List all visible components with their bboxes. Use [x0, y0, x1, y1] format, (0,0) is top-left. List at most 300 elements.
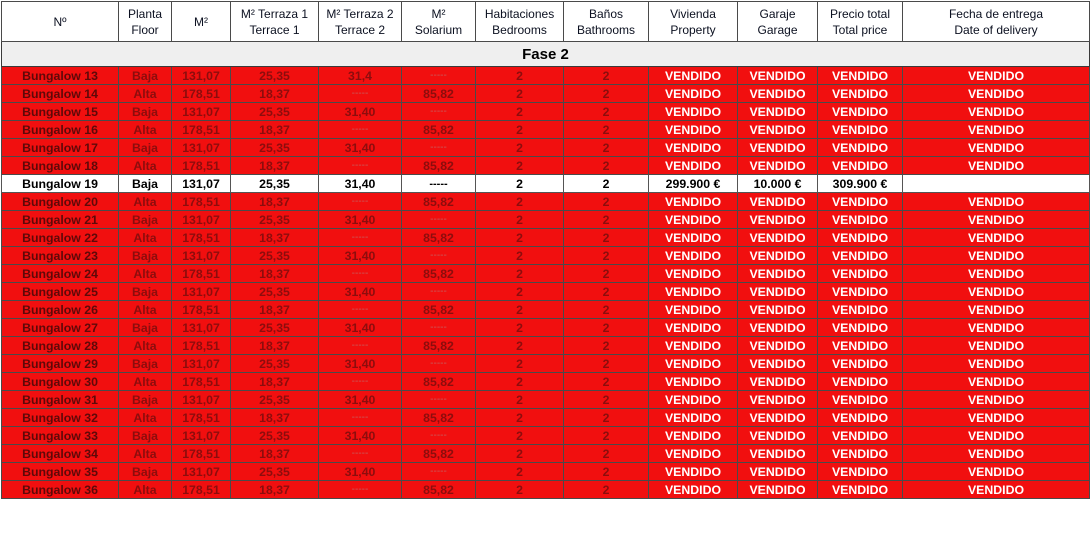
terrace-2-cell: -----: [319, 229, 402, 247]
terrace-1-cell: 25,35: [231, 319, 319, 337]
bathrooms-cell: 2: [564, 409, 649, 427]
bedrooms-cell: 2: [476, 67, 564, 85]
total-price-cell: VENDIDO: [818, 67, 903, 85]
garage-price-cell: VENDIDO: [738, 193, 818, 211]
header-row: [2, 2, 1090, 42]
solarium-cell: -----: [402, 139, 476, 157]
column-header-label: Baños: [588, 6, 624, 21]
terrace-1-cell: 18,37: [231, 337, 319, 355]
total-price-cell: VENDIDO: [818, 193, 903, 211]
table-row: [2, 283, 1090, 301]
column-header-label: Vivienda: [670, 6, 716, 21]
bedrooms-cell: 2: [476, 265, 564, 283]
garage-price-cell: VENDIDO: [738, 481, 818, 499]
terrace-2-cell: -----: [319, 337, 402, 355]
delivery-date-cell: VENDIDO: [903, 481, 1090, 499]
delivery-date-cell: VENDIDO: [903, 283, 1090, 301]
terrace-2-cell: 31,40: [319, 247, 402, 265]
unit-name: Bungalow 34: [2, 445, 119, 463]
property-price-cell: VENDIDO: [649, 247, 738, 265]
column-header-sublabel: Total price: [832, 22, 888, 37]
area-cell: 131,07: [172, 103, 231, 121]
bathrooms-cell: 2: [564, 67, 649, 85]
solarium-cell: -----: [402, 175, 476, 193]
garage-price-cell: VENDIDO: [738, 103, 818, 121]
solarium-cell: 85,82: [402, 373, 476, 391]
unit-name: Bungalow 25: [2, 283, 119, 301]
property-price-cell: VENDIDO: [649, 193, 738, 211]
column-header-label: M²: [194, 14, 208, 29]
table-row: [2, 319, 1090, 337]
delivery-date-cell: VENDIDO: [903, 373, 1090, 391]
column-header-sublabel: Terrace 2: [334, 22, 386, 37]
table-row: [2, 121, 1090, 139]
area-cell: 178,51: [172, 265, 231, 283]
column-header-label: Precio total: [829, 6, 891, 21]
garage-price-cell: VENDIDO: [738, 85, 818, 103]
unit-name: Bungalow 19: [2, 175, 119, 193]
garage-price-cell: VENDIDO: [738, 427, 818, 445]
terrace-1-cell: 25,35: [231, 391, 319, 409]
terrace-2-cell: 31,40: [319, 319, 402, 337]
delivery-date-cell: VENDIDO: [903, 229, 1090, 247]
garage-price-cell: VENDIDO: [738, 319, 818, 337]
table-row: [2, 247, 1090, 265]
unit-name: Bungalow 35: [2, 463, 119, 481]
delivery-date-cell: VENDIDO: [903, 463, 1090, 481]
area-cell: 178,51: [172, 229, 231, 247]
floor-cell: Alta: [119, 301, 172, 319]
bathrooms-cell: 2: [564, 283, 649, 301]
garage-price-cell: VENDIDO: [738, 373, 818, 391]
property-price-cell: VENDIDO: [649, 373, 738, 391]
garage-price-cell: VENDIDO: [738, 445, 818, 463]
area-cell: 178,51: [172, 121, 231, 139]
column-header-label: Fecha de entrega: [948, 6, 1044, 21]
terrace-1-cell: 25,35: [231, 463, 319, 481]
garage-price-cell: VENDIDO: [738, 139, 818, 157]
total-price-cell: VENDIDO: [818, 427, 903, 445]
terrace-1-cell: 18,37: [231, 409, 319, 427]
column-header-sublabel: Solarium: [414, 22, 463, 37]
floor-cell: Alta: [119, 85, 172, 103]
terrace-2-cell: 31,40: [319, 103, 402, 121]
terrace-2-cell: -----: [319, 373, 402, 391]
property-price-cell: VENDIDO: [649, 229, 738, 247]
table-row: [2, 355, 1090, 373]
solarium-cell: 85,82: [402, 157, 476, 175]
column-header-label: Nº: [53, 14, 67, 29]
floor-cell: Alta: [119, 121, 172, 139]
bedrooms-cell: 2: [476, 319, 564, 337]
column-header-bedrooms: [476, 2, 564, 42]
terrace-1-cell: 25,35: [231, 139, 319, 157]
terrace-1-cell: 18,37: [231, 301, 319, 319]
table-row: [2, 463, 1090, 481]
terrace-1-cell: 18,37: [231, 373, 319, 391]
property-price-cell: VENDIDO: [649, 355, 738, 373]
bathrooms-cell: 2: [564, 463, 649, 481]
garage-price-cell: VENDIDO: [738, 301, 818, 319]
column-header-sublabel: Terrace 1: [249, 22, 300, 37]
solarium-cell: -----: [402, 355, 476, 373]
table-row: [2, 409, 1090, 427]
bedrooms-cell: 2: [476, 463, 564, 481]
unit-name: Bungalow 26: [2, 301, 119, 319]
area-cell: 178,51: [172, 373, 231, 391]
table-row: [2, 391, 1090, 409]
solarium-cell: -----: [402, 283, 476, 301]
delivery-date-cell: VENDIDO: [903, 337, 1090, 355]
unit-name: Bungalow 33: [2, 427, 119, 445]
floor-cell: Alta: [119, 265, 172, 283]
terrace-1-cell: 25,35: [231, 67, 319, 85]
bedrooms-cell: 2: [476, 193, 564, 211]
solarium-cell: 85,82: [402, 301, 476, 319]
property-price-cell: VENDIDO: [649, 445, 738, 463]
property-price-cell: VENDIDO: [649, 67, 738, 85]
unit-name: Bungalow 16: [2, 121, 119, 139]
terrace-1-cell: 25,35: [231, 247, 319, 265]
solarium-cell: -----: [402, 427, 476, 445]
bathrooms-cell: 2: [564, 139, 649, 157]
floor-cell: Baja: [119, 103, 172, 121]
garage-price-cell: VENDIDO: [738, 229, 818, 247]
total-price-cell: VENDIDO: [818, 103, 903, 121]
unit-name: Bungalow 31: [2, 391, 119, 409]
terrace-1-cell: 18,37: [231, 157, 319, 175]
column-header-sublabel: Garage: [757, 22, 798, 37]
terrace-2-cell: 31,40: [319, 283, 402, 301]
floor-cell: Baja: [119, 67, 172, 85]
floor-cell: Alta: [119, 157, 172, 175]
total-price-cell: VENDIDO: [818, 373, 903, 391]
terrace-1-cell: 25,35: [231, 175, 319, 193]
table-row: [2, 85, 1090, 103]
total-price-cell: VENDIDO: [818, 157, 903, 175]
column-header-label: Habitaciones: [484, 6, 555, 21]
garage-price-cell: VENDIDO: [738, 283, 818, 301]
availability-table: [1, 1, 1090, 499]
property-price-cell: VENDIDO: [649, 265, 738, 283]
terrace-1-cell: 18,37: [231, 121, 319, 139]
unit-name: Bungalow 20: [2, 193, 119, 211]
total-price-cell: 309.900 €: [818, 175, 903, 193]
column-header-label: Garaje: [759, 6, 796, 21]
bedrooms-cell: 2: [476, 301, 564, 319]
delivery-date-cell: VENDIDO: [903, 103, 1090, 121]
solarium-cell: 85,82: [402, 229, 476, 247]
garage-price-cell: VENDIDO: [738, 463, 818, 481]
unit-name: Bungalow 13: [2, 67, 119, 85]
solarium-cell: 85,82: [402, 265, 476, 283]
floor-cell: Baja: [119, 211, 172, 229]
solarium-cell: -----: [402, 103, 476, 121]
floor-cell: Alta: [119, 481, 172, 499]
solarium-cell: 85,82: [402, 481, 476, 499]
solarium-cell: -----: [402, 247, 476, 265]
delivery-date-cell: VENDIDO: [903, 445, 1090, 463]
total-price-cell: VENDIDO: [818, 355, 903, 373]
unit-name: Bungalow 32: [2, 409, 119, 427]
bathrooms-cell: 2: [564, 319, 649, 337]
bedrooms-cell: 2: [476, 121, 564, 139]
area-cell: 178,51: [172, 445, 231, 463]
column-header-sublabel: Property: [670, 22, 716, 37]
column-header-terrace-1: [231, 2, 319, 42]
column-header-sublabel: Bathrooms: [576, 22, 636, 37]
garage-price-cell: 10.000 €: [738, 175, 818, 193]
area-cell: 178,51: [172, 481, 231, 499]
area-cell: 131,07: [172, 319, 231, 337]
table-row: [2, 103, 1090, 121]
terrace-2-cell: 31,4: [319, 67, 402, 85]
terrace-2-cell: 31,40: [319, 139, 402, 157]
terrace-2-cell: 31,40: [319, 211, 402, 229]
unit-name: Bungalow 30: [2, 373, 119, 391]
bedrooms-cell: 2: [476, 409, 564, 427]
table-row: [2, 211, 1090, 229]
phase-row: [2, 42, 1090, 67]
garage-price-cell: VENDIDO: [738, 211, 818, 229]
total-price-cell: VENDIDO: [818, 481, 903, 499]
property-price-cell: VENDIDO: [649, 463, 738, 481]
garage-price-cell: VENDIDO: [738, 391, 818, 409]
unit-name: Bungalow 21: [2, 211, 119, 229]
property-price-cell: VENDIDO: [649, 121, 738, 139]
bedrooms-cell: 2: [476, 175, 564, 193]
property-price-cell: VENDIDO: [649, 409, 738, 427]
solarium-cell: 85,82: [402, 85, 476, 103]
table-row: [2, 301, 1090, 319]
column-header-total-price: [818, 2, 903, 42]
column-header-bathrooms: [564, 2, 649, 42]
bedrooms-cell: 2: [476, 355, 564, 373]
floor-cell: Alta: [119, 229, 172, 247]
terrace-1-cell: 25,35: [231, 103, 319, 121]
total-price-cell: VENDIDO: [818, 463, 903, 481]
terrace-1-cell: 25,35: [231, 355, 319, 373]
unit-name: Bungalow 23: [2, 247, 119, 265]
property-price-cell: VENDIDO: [649, 283, 738, 301]
total-price-cell: VENDIDO: [818, 265, 903, 283]
column-header-property-price: [649, 2, 738, 42]
total-price-cell: VENDIDO: [818, 247, 903, 265]
garage-price-cell: VENDIDO: [738, 409, 818, 427]
column-header-sublabel: Bedrooms: [492, 22, 547, 37]
floor-cell: Alta: [119, 337, 172, 355]
solarium-cell: 85,82: [402, 445, 476, 463]
column-header-terrace-2: [319, 2, 402, 42]
bedrooms-cell: 2: [476, 283, 564, 301]
table-row: [2, 175, 1090, 193]
floor-cell: Alta: [119, 409, 172, 427]
delivery-date-cell: VENDIDO: [903, 427, 1090, 445]
terrace-2-cell: -----: [319, 481, 402, 499]
column-header-solarium: [402, 2, 476, 42]
solarium-cell: 85,82: [402, 409, 476, 427]
unit-name: Bungalow 27: [2, 319, 119, 337]
delivery-date-cell: VENDIDO: [903, 409, 1090, 427]
solarium-cell: 85,82: [402, 121, 476, 139]
bathrooms-cell: 2: [564, 229, 649, 247]
terrace-2-cell: -----: [319, 193, 402, 211]
terrace-2-cell: -----: [319, 265, 402, 283]
bedrooms-cell: 2: [476, 481, 564, 499]
terrace-2-cell: -----: [319, 157, 402, 175]
total-price-cell: VENDIDO: [818, 139, 903, 157]
terrace-2-cell: 31,40: [319, 391, 402, 409]
bedrooms-cell: 2: [476, 229, 564, 247]
terrace-2-cell: -----: [319, 121, 402, 139]
terrace-2-cell: 31,40: [319, 175, 402, 193]
bathrooms-cell: 2: [564, 481, 649, 499]
delivery-date-cell: VENDIDO: [903, 391, 1090, 409]
solarium-cell: 85,82: [402, 337, 476, 355]
floor-cell: Baja: [119, 463, 172, 481]
solarium-cell: 85,82: [402, 193, 476, 211]
area-cell: 178,51: [172, 337, 231, 355]
terrace-2-cell: -----: [319, 445, 402, 463]
table-row: [2, 373, 1090, 391]
table-row: [2, 157, 1090, 175]
delivery-date-cell: VENDIDO: [903, 301, 1090, 319]
bathrooms-cell: 2: [564, 391, 649, 409]
terrace-1-cell: 25,35: [231, 427, 319, 445]
bathrooms-cell: 2: [564, 211, 649, 229]
table-row: [2, 229, 1090, 247]
bedrooms-cell: 2: [476, 139, 564, 157]
garage-price-cell: VENDIDO: [738, 157, 818, 175]
total-price-cell: VENDIDO: [818, 121, 903, 139]
delivery-date-cell: VENDIDO: [903, 247, 1090, 265]
delivery-date-cell: VENDIDO: [903, 319, 1090, 337]
area-cell: 131,07: [172, 391, 231, 409]
column-header-label: M² Terraza 2: [326, 6, 394, 21]
bedrooms-cell: 2: [476, 211, 564, 229]
column-header-garage-price: [738, 2, 818, 42]
bedrooms-cell: 2: [476, 247, 564, 265]
table-row: [2, 139, 1090, 157]
bathrooms-cell: 2: [564, 355, 649, 373]
area-cell: 131,07: [172, 67, 231, 85]
table-row: [2, 427, 1090, 445]
property-price-cell: VENDIDO: [649, 103, 738, 121]
bathrooms-cell: 2: [564, 121, 649, 139]
bathrooms-cell: 2: [564, 85, 649, 103]
property-price-cell: VENDIDO: [649, 85, 738, 103]
unit-name: Bungalow 14: [2, 85, 119, 103]
area-cell: 131,07: [172, 139, 231, 157]
property-price-cell: VENDIDO: [649, 319, 738, 337]
property-price-cell: VENDIDO: [649, 427, 738, 445]
floor-cell: Baja: [119, 175, 172, 193]
area-cell: 178,51: [172, 157, 231, 175]
property-price-cell: VENDIDO: [649, 337, 738, 355]
terrace-2-cell: -----: [319, 301, 402, 319]
table-row: [2, 265, 1090, 283]
column-header-sublabel: Floor: [131, 22, 159, 37]
garage-price-cell: VENDIDO: [738, 67, 818, 85]
bedrooms-cell: 2: [476, 157, 564, 175]
unit-name: Bungalow 36: [2, 481, 119, 499]
unit-name: Bungalow 17: [2, 139, 119, 157]
total-price-cell: VENDIDO: [818, 283, 903, 301]
table-row: [2, 67, 1090, 85]
delivery-date-cell: VENDIDO: [903, 211, 1090, 229]
floor-cell: Baja: [119, 247, 172, 265]
unit-name: Bungalow 18: [2, 157, 119, 175]
unit-name: Bungalow 15: [2, 103, 119, 121]
terrace-1-cell: 25,35: [231, 283, 319, 301]
delivery-date-cell: VENDIDO: [903, 355, 1090, 373]
floor-cell: Baja: [119, 427, 172, 445]
area-cell: 131,07: [172, 283, 231, 301]
total-price-cell: VENDIDO: [818, 445, 903, 463]
bathrooms-cell: 2: [564, 103, 649, 121]
column-header-number: [2, 2, 119, 42]
terrace-1-cell: 18,37: [231, 85, 319, 103]
total-price-cell: VENDIDO: [818, 319, 903, 337]
terrace-1-cell: 18,37: [231, 265, 319, 283]
terrace-2-cell: -----: [319, 85, 402, 103]
property-price-cell: VENDIDO: [649, 481, 738, 499]
bathrooms-cell: 2: [564, 157, 649, 175]
area-cell: 178,51: [172, 409, 231, 427]
bedrooms-cell: 2: [476, 337, 564, 355]
garage-price-cell: VENDIDO: [738, 337, 818, 355]
delivery-date-cell: VENDIDO: [903, 121, 1090, 139]
area-cell: 131,07: [172, 355, 231, 373]
floor-cell: Alta: [119, 373, 172, 391]
area-cell: 178,51: [172, 193, 231, 211]
solarium-cell: -----: [402, 391, 476, 409]
column-header-label: M² Terraza 1: [240, 6, 309, 21]
bathrooms-cell: 2: [564, 301, 649, 319]
garage-price-cell: VENDIDO: [738, 265, 818, 283]
table-row: [2, 481, 1090, 499]
floor-cell: Alta: [119, 445, 172, 463]
terrace-1-cell: 25,35: [231, 211, 319, 229]
total-price-cell: VENDIDO: [818, 85, 903, 103]
property-price-cell: VENDIDO: [649, 139, 738, 157]
delivery-date-cell: VENDIDO: [903, 265, 1090, 283]
terrace-1-cell: 18,37: [231, 445, 319, 463]
solarium-cell: -----: [402, 463, 476, 481]
column-header-delivery-date: [903, 2, 1090, 42]
garage-price-cell: VENDIDO: [738, 247, 818, 265]
total-price-cell: VENDIDO: [818, 301, 903, 319]
solarium-cell: -----: [402, 67, 476, 85]
unit-name: Bungalow 24: [2, 265, 119, 283]
property-price-cell: VENDIDO: [649, 301, 738, 319]
bathrooms-cell: 2: [564, 247, 649, 265]
phase-label: Fase 2: [2, 42, 1090, 67]
area-cell: 178,51: [172, 301, 231, 319]
column-header-label: Planta: [127, 6, 163, 21]
total-price-cell: VENDIDO: [818, 337, 903, 355]
table-row: [2, 193, 1090, 211]
bedrooms-cell: 2: [476, 427, 564, 445]
bedrooms-cell: 2: [476, 103, 564, 121]
terrace-2-cell: 31,40: [319, 427, 402, 445]
bathrooms-cell: 2: [564, 373, 649, 391]
property-price-cell: VENDIDO: [649, 391, 738, 409]
column-header-label: M²: [431, 6, 446, 21]
terrace-2-cell: 31,40: [319, 463, 402, 481]
solarium-cell: -----: [402, 319, 476, 337]
area-cell: 131,07: [172, 427, 231, 445]
